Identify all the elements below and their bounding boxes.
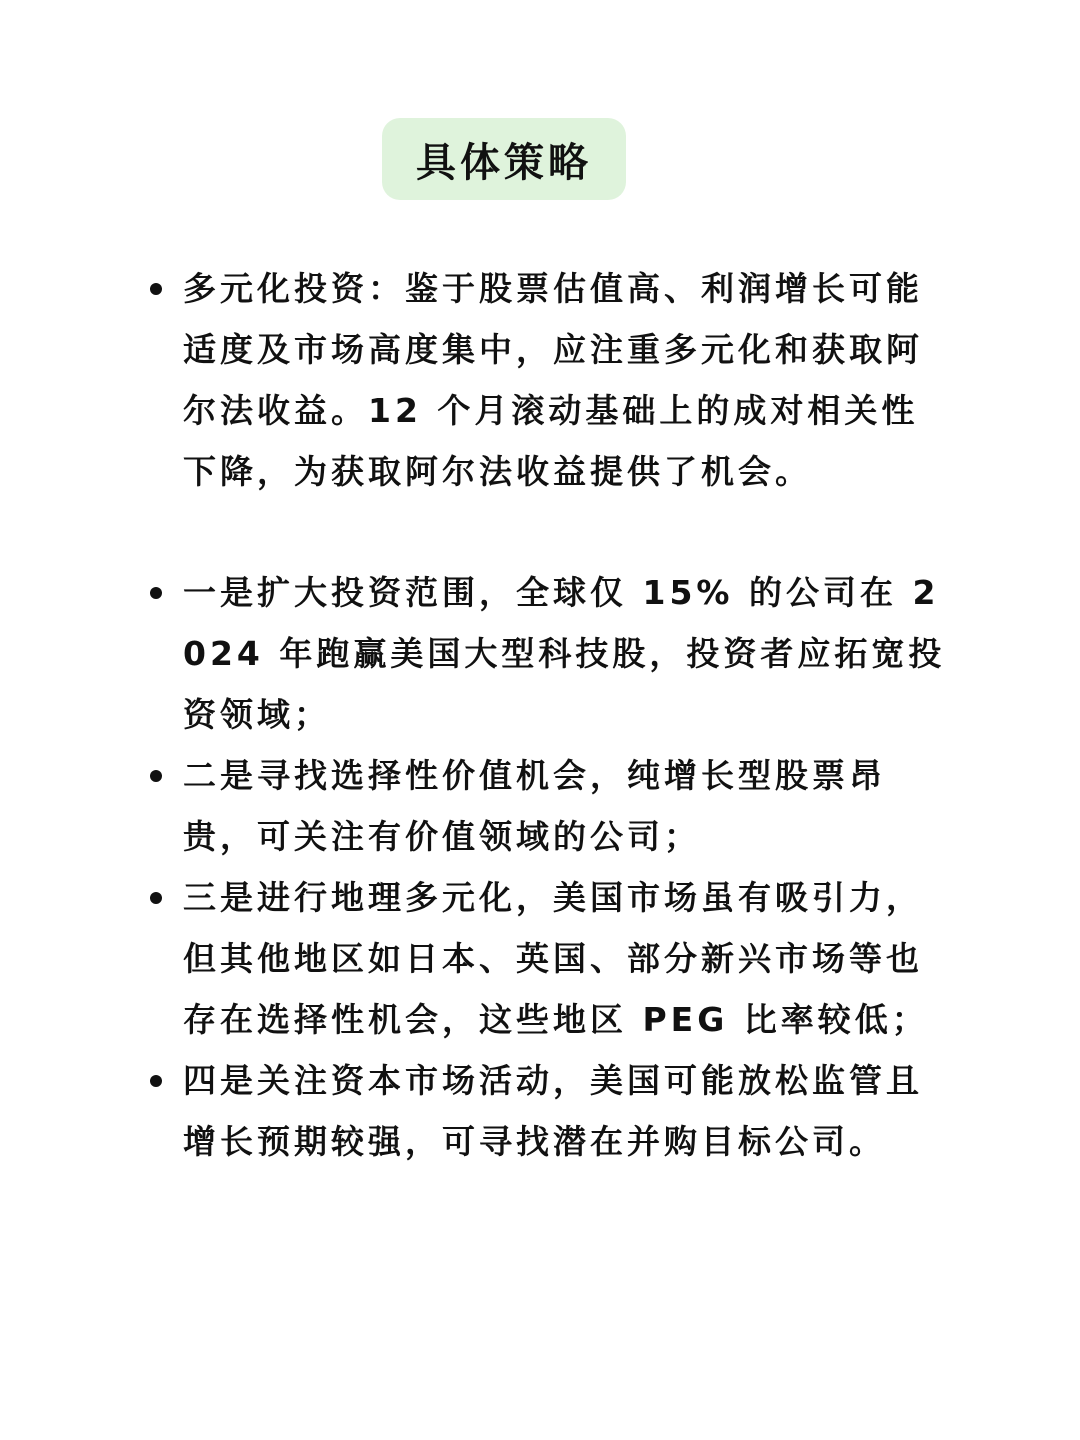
- list-item-text: 一是扩大投资范围，全球仅 15% 的公司在 2024 年跑赢美国大型科技股，投资者应拓宽投资领域；: [183, 573, 946, 734]
- list-item-text: 三是进行地理多元化，美国市场虽有吸引力，但其他地区如日本、英国、部分新兴市场等也存在选择性机会，这些地区 PEG 比率较低；: [183, 878, 929, 1039]
- spacer: [145, 502, 955, 562]
- list-item-intro: [145, 258, 955, 502]
- bullet-dot-icon: [150, 587, 162, 599]
- strategy-list: [145, 258, 955, 1172]
- list-item-text: 四是关注资本市场活动，美国可能放松监管且增长预期较强，可寻找潜在并购目标公司。: [183, 1061, 923, 1161]
- list-item: [145, 562, 955, 745]
- bullet-dot-icon: [150, 892, 162, 904]
- bullet-dot-icon: [150, 283, 162, 295]
- list-item: [145, 1050, 955, 1172]
- bullet-dot-icon: [150, 1075, 162, 1087]
- list-item-text: 多元化投资：鉴于股票估值高、利润增长可能适度及市场高度集中，应注重多元化和获取阿尔法收益。12 个月滚动基础上的成对相关性下降，为获取阿尔法收益提供了机会。: [183, 269, 923, 491]
- list-item: [145, 867, 955, 1050]
- bullet-dot-icon: [150, 770, 162, 782]
- page-title: 具体策略: [416, 139, 592, 186]
- title-badge: [382, 118, 626, 200]
- list-item-text: 二是寻找选择性价值机会，纯增长型股票昂贵，可关注有价值领域的公司；: [183, 756, 886, 856]
- list-item: [145, 745, 955, 867]
